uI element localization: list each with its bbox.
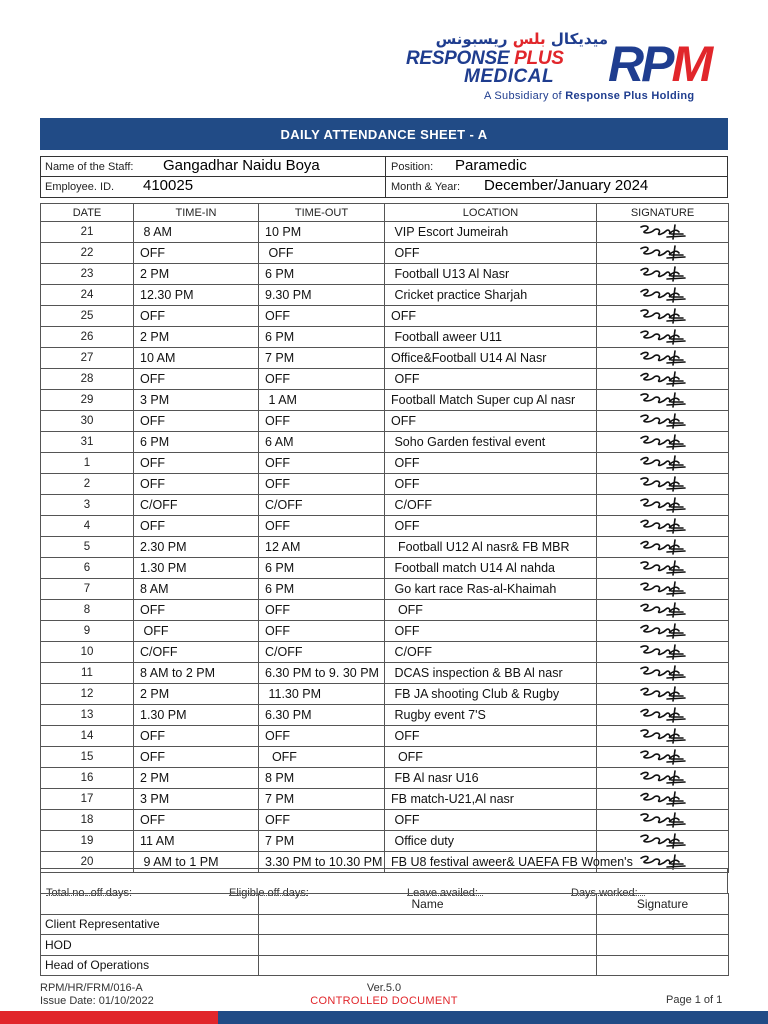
month-year-value: December/January 2024 bbox=[484, 177, 649, 194]
time-in-cell: 3 PM bbox=[134, 789, 259, 810]
signoff-row bbox=[41, 955, 729, 976]
time-in-cell: 9 AM to 1 PM bbox=[134, 852, 259, 873]
time-out-cell: OFF bbox=[259, 411, 385, 432]
date-cell: 31 bbox=[41, 432, 134, 453]
time-in-cell: C/OFF bbox=[134, 495, 259, 516]
handwritten-signature bbox=[633, 663, 693, 683]
header-location: LOCATION bbox=[385, 204, 597, 222]
table-row bbox=[41, 453, 729, 474]
date-cell: 8 bbox=[41, 600, 134, 621]
version-text: Ver.5.0 bbox=[366, 982, 402, 994]
time-out-cell: OFF bbox=[259, 747, 385, 768]
table-row bbox=[41, 411, 729, 432]
signature-cell bbox=[597, 327, 729, 348]
date-cell: 17 bbox=[41, 789, 134, 810]
signature-cell bbox=[597, 663, 729, 684]
time-out-cell: 11.30 PM bbox=[259, 684, 385, 705]
time-in-cell: OFF bbox=[134, 726, 259, 747]
handwritten-signature bbox=[633, 306, 693, 326]
handwritten-signature bbox=[633, 495, 693, 515]
employee-id-value: 410025 bbox=[143, 177, 194, 194]
table-row bbox=[41, 663, 729, 684]
signature-cell bbox=[597, 222, 729, 243]
table-row bbox=[41, 327, 729, 348]
time-in-cell: 1.30 PM bbox=[134, 558, 259, 579]
signature-cell bbox=[597, 474, 729, 495]
time-out-cell: 12 AM bbox=[259, 537, 385, 558]
location-cell: OFF bbox=[385, 621, 597, 642]
client-rep-signature-cell[interactable] bbox=[597, 914, 729, 935]
time-in-cell: 2 PM bbox=[134, 768, 259, 789]
date-cell: 9 bbox=[41, 621, 134, 642]
time-in-cell: OFF bbox=[134, 810, 259, 831]
logo-name-line2: MEDICAL bbox=[464, 66, 555, 87]
table-row bbox=[41, 621, 729, 642]
head-ops-name-cell[interactable] bbox=[259, 955, 597, 976]
handwritten-signature bbox=[633, 810, 693, 830]
table-row bbox=[41, 642, 729, 663]
handwritten-signature bbox=[633, 432, 693, 452]
table-row bbox=[41, 495, 729, 516]
table-row bbox=[41, 747, 729, 768]
location-cell: FB Al nasr U16 bbox=[385, 768, 597, 789]
date-cell: 27 bbox=[41, 348, 134, 369]
location-cell: C/OFF bbox=[385, 495, 597, 516]
location-cell: Go kart race Ras-al-Khaimah bbox=[385, 579, 597, 600]
time-out-cell: 3.30 PM to 10.30 PM bbox=[259, 852, 385, 873]
handwritten-signature bbox=[633, 558, 693, 578]
date-cell: 4 bbox=[41, 516, 134, 537]
signature-cell bbox=[597, 390, 729, 411]
time-in-cell: 2 PM bbox=[134, 264, 259, 285]
table-row bbox=[41, 222, 729, 243]
signature-cell bbox=[597, 453, 729, 474]
handwritten-signature bbox=[633, 537, 693, 557]
hod-signature-cell[interactable] bbox=[597, 935, 729, 956]
time-out-cell: OFF bbox=[259, 600, 385, 621]
date-cell: 12 bbox=[41, 684, 134, 705]
signoff-row bbox=[41, 935, 729, 956]
location-cell: OFF bbox=[385, 243, 597, 264]
time-out-cell: OFF bbox=[259, 243, 385, 264]
signature-cell bbox=[597, 747, 729, 768]
table-row bbox=[41, 600, 729, 621]
date-cell: 3 bbox=[41, 495, 134, 516]
summary-line: Total no. off days: Eligible off days: Leave availed: Days worked: bbox=[40, 868, 728, 894]
header-time-in: TIME-IN bbox=[134, 204, 259, 222]
date-cell: 15 bbox=[41, 747, 134, 768]
signoff-name-header: Name bbox=[259, 894, 597, 915]
time-in-cell: 12.30 PM bbox=[134, 285, 259, 306]
footer-version-info bbox=[0, 982, 768, 1008]
date-cell: 22 bbox=[41, 243, 134, 264]
time-out-cell: OFF bbox=[259, 453, 385, 474]
handwritten-signature bbox=[633, 642, 693, 662]
handwritten-signature bbox=[633, 222, 693, 242]
employee-id-label: Employee. ID. bbox=[45, 181, 115, 193]
time-in-cell: 1.30 PM bbox=[134, 705, 259, 726]
signoff-table bbox=[40, 893, 729, 976]
table-row bbox=[41, 348, 729, 369]
rpm-logo-mark: RPM bbox=[608, 36, 711, 92]
time-out-cell: 6 PM bbox=[259, 579, 385, 600]
time-in-cell: OFF bbox=[134, 600, 259, 621]
handwritten-signature bbox=[633, 285, 693, 305]
time-in-cell: OFF bbox=[134, 516, 259, 537]
location-cell: OFF bbox=[385, 726, 597, 747]
time-in-cell: 8 AM to 2 PM bbox=[134, 663, 259, 684]
table-row bbox=[41, 558, 729, 579]
table-row bbox=[41, 705, 729, 726]
signature-cell bbox=[597, 306, 729, 327]
location-cell: OFF bbox=[385, 810, 597, 831]
table-row bbox=[41, 579, 729, 600]
time-out-cell: 10 PM bbox=[259, 222, 385, 243]
time-in-cell: OFF bbox=[134, 243, 259, 264]
page-number: Page 1 of 1 bbox=[666, 994, 723, 1006]
location-cell: Rugby event 7'S bbox=[385, 705, 597, 726]
handwritten-signature bbox=[633, 726, 693, 746]
location-cell: VIP Escort Jumeirah bbox=[385, 222, 597, 243]
time-out-cell: 6 PM bbox=[259, 327, 385, 348]
handwritten-signature bbox=[633, 453, 693, 473]
time-in-cell: 2.30 PM bbox=[134, 537, 259, 558]
signature-cell bbox=[597, 411, 729, 432]
location-cell: OFF bbox=[385, 474, 597, 495]
location-cell: OFF bbox=[385, 411, 597, 432]
location-cell: DCAS inspection & BB Al nasr bbox=[385, 663, 597, 684]
table-row bbox=[41, 369, 729, 390]
staff-name-label: Name of the Staff: bbox=[45, 161, 134, 173]
handwritten-signature bbox=[633, 474, 693, 494]
signature-cell bbox=[597, 621, 729, 642]
location-cell: Football U13 Al Nasr bbox=[385, 264, 597, 285]
handwritten-signature bbox=[633, 621, 693, 641]
header-time-out: TIME-OUT bbox=[259, 204, 385, 222]
table-row bbox=[41, 390, 729, 411]
time-in-cell: OFF bbox=[134, 369, 259, 390]
signature-cell bbox=[597, 495, 729, 516]
time-in-cell: OFF bbox=[134, 474, 259, 495]
hod-name-cell[interactable] bbox=[259, 935, 597, 956]
month-year-label: Month & Year: bbox=[391, 181, 461, 193]
signature-cell bbox=[597, 558, 729, 579]
company-logo bbox=[400, 26, 730, 106]
location-cell: Football Match Super cup Al nasr bbox=[385, 390, 597, 411]
time-in-cell: 10 AM bbox=[134, 348, 259, 369]
date-cell: 28 bbox=[41, 369, 134, 390]
date-cell: 13 bbox=[41, 705, 134, 726]
date-cell: 18 bbox=[41, 810, 134, 831]
signature-cell bbox=[597, 264, 729, 285]
date-cell: 26 bbox=[41, 327, 134, 348]
time-out-cell: C/OFF bbox=[259, 642, 385, 663]
signature-cell bbox=[597, 789, 729, 810]
location-cell: FB U8 festival aweer& UAEFA FB Women's bbox=[385, 852, 597, 873]
handwritten-signature bbox=[633, 369, 693, 389]
header-date: DATE bbox=[41, 204, 134, 222]
controlled-document-text: CONTROLLED DOCUMENT bbox=[310, 995, 458, 1007]
handwritten-signature bbox=[633, 516, 693, 536]
staff-name-value: Gangadhar Naidu Boya bbox=[163, 157, 320, 174]
info-row-1 bbox=[41, 157, 727, 177]
signature-cell bbox=[597, 684, 729, 705]
handwritten-signature bbox=[633, 579, 693, 599]
location-cell: Office duty bbox=[385, 831, 597, 852]
date-cell: 14 bbox=[41, 726, 134, 747]
handwritten-signature bbox=[633, 705, 693, 725]
location-cell: Football match U14 Al nahda bbox=[385, 558, 597, 579]
handwritten-signature bbox=[633, 747, 693, 767]
signature-cell bbox=[597, 537, 729, 558]
signature-cell bbox=[597, 705, 729, 726]
handwritten-signature bbox=[633, 243, 693, 263]
date-cell: 30 bbox=[41, 411, 134, 432]
location-cell: C/OFF bbox=[385, 642, 597, 663]
signature-cell bbox=[597, 810, 729, 831]
info-row-2 bbox=[41, 177, 727, 197]
signature-cell bbox=[597, 600, 729, 621]
time-out-cell: 6.30 PM to 9. 30 PM bbox=[259, 663, 385, 684]
signature-cell bbox=[597, 579, 729, 600]
time-in-cell: 3 PM bbox=[134, 390, 259, 411]
signature-cell bbox=[597, 432, 729, 453]
table-row bbox=[41, 684, 729, 705]
table-row bbox=[41, 285, 729, 306]
time-in-cell: 8 AM bbox=[134, 222, 259, 243]
info-divider bbox=[385, 157, 386, 197]
location-cell: FB match-U21,Al nasr bbox=[385, 789, 597, 810]
handwritten-signature bbox=[633, 411, 693, 431]
position-value: Paramedic bbox=[455, 157, 527, 174]
date-cell: 2 bbox=[41, 474, 134, 495]
handwritten-signature bbox=[633, 600, 693, 620]
location-cell: FB JA shooting Club & Rugby bbox=[385, 684, 597, 705]
attendance-table bbox=[40, 203, 729, 873]
location-cell: OFF bbox=[385, 306, 597, 327]
location-cell: Office&Football U14 Al Nasr bbox=[385, 348, 597, 369]
location-cell: Cricket practice Sharjah bbox=[385, 285, 597, 306]
table-row bbox=[41, 264, 729, 285]
date-cell: 21 bbox=[41, 222, 134, 243]
head-ops-signature-cell[interactable] bbox=[597, 955, 729, 976]
date-cell: 19 bbox=[41, 831, 134, 852]
time-out-cell: C/OFF bbox=[259, 495, 385, 516]
header-signature: SIGNATURE bbox=[597, 204, 729, 222]
time-out-cell: OFF bbox=[259, 516, 385, 537]
table-row bbox=[41, 474, 729, 495]
date-cell: 25 bbox=[41, 306, 134, 327]
time-out-cell: OFF bbox=[259, 726, 385, 747]
location-cell: Soho Garden festival event bbox=[385, 432, 597, 453]
time-in-cell: OFF bbox=[134, 306, 259, 327]
table-row bbox=[41, 306, 729, 327]
signature-cell bbox=[597, 642, 729, 663]
location-cell: Football aweer U11 bbox=[385, 327, 597, 348]
date-cell: 16 bbox=[41, 768, 134, 789]
date-cell: 11 bbox=[41, 663, 134, 684]
time-out-cell: 8 PM bbox=[259, 768, 385, 789]
signature-cell bbox=[597, 831, 729, 852]
handwritten-signature bbox=[633, 831, 693, 851]
table-row bbox=[41, 537, 729, 558]
time-out-cell: OFF bbox=[259, 810, 385, 831]
signature-cell bbox=[597, 768, 729, 789]
date-cell: 6 bbox=[41, 558, 134, 579]
location-cell: Football U12 Al nasr& FB MBR bbox=[385, 537, 597, 558]
signoff-row bbox=[41, 914, 729, 935]
location-cell: OFF bbox=[385, 369, 597, 390]
time-out-cell: 7 PM bbox=[259, 348, 385, 369]
time-in-cell: OFF bbox=[134, 621, 259, 642]
signature-cell bbox=[597, 285, 729, 306]
table-header-row bbox=[41, 204, 729, 222]
signoff-signature-header: Signature bbox=[597, 894, 729, 915]
handwritten-signature bbox=[633, 768, 693, 788]
table-row bbox=[41, 243, 729, 264]
role-head-of-operations: Head of Operations bbox=[41, 955, 259, 976]
footer-color-stripe bbox=[0, 1011, 768, 1024]
time-in-cell: 11 AM bbox=[134, 831, 259, 852]
date-cell: 5 bbox=[41, 537, 134, 558]
time-in-cell: OFF bbox=[134, 411, 259, 432]
time-out-cell: OFF bbox=[259, 369, 385, 390]
role-hod: HOD bbox=[41, 935, 259, 956]
signature-cell bbox=[597, 348, 729, 369]
time-in-cell: OFF bbox=[134, 747, 259, 768]
table-row bbox=[41, 810, 729, 831]
date-cell: 29 bbox=[41, 390, 134, 411]
handwritten-signature bbox=[633, 327, 693, 347]
location-cell: OFF bbox=[385, 747, 597, 768]
date-cell: 23 bbox=[41, 264, 134, 285]
time-in-cell: 8 AM bbox=[134, 579, 259, 600]
handwritten-signature bbox=[633, 348, 693, 368]
date-cell: 10 bbox=[41, 642, 134, 663]
signature-cell bbox=[597, 516, 729, 537]
form-code: RPM/HR/FRM/016-A bbox=[40, 982, 143, 994]
handwritten-signature bbox=[633, 264, 693, 284]
logo-subsidiary-line: A Subsidiary of Response Plus Holding bbox=[484, 90, 695, 102]
position-label: Position: bbox=[391, 161, 434, 173]
time-out-cell: 1 AM bbox=[259, 390, 385, 411]
sheet-title: DAILY ATTENDANCE SHEET - A bbox=[40, 118, 728, 150]
time-out-cell: 6 PM bbox=[259, 558, 385, 579]
location-cell: OFF bbox=[385, 453, 597, 474]
time-in-cell: OFF bbox=[134, 453, 259, 474]
date-cell: 20 bbox=[41, 852, 134, 873]
logo-arabic-text: ميديكال بلس ريسبونس bbox=[435, 30, 608, 48]
time-out-cell: OFF bbox=[259, 621, 385, 642]
client-rep-name-cell[interactable] bbox=[259, 914, 597, 935]
table-row bbox=[41, 789, 729, 810]
location-cell: OFF bbox=[385, 600, 597, 621]
time-in-cell: 6 PM bbox=[134, 432, 259, 453]
role-client-representative: Client Representative bbox=[41, 914, 259, 935]
time-in-cell: 2 PM bbox=[134, 327, 259, 348]
time-out-cell: 6 AM bbox=[259, 432, 385, 453]
time-out-cell: 7 PM bbox=[259, 831, 385, 852]
signoff-header-row bbox=[41, 894, 729, 915]
time-out-cell: 9.30 PM bbox=[259, 285, 385, 306]
table-row bbox=[41, 516, 729, 537]
table-row bbox=[41, 726, 729, 747]
date-cell: 1 bbox=[41, 453, 134, 474]
location-cell: OFF bbox=[385, 516, 597, 537]
staff-info-box bbox=[40, 156, 728, 198]
time-in-cell: 2 PM bbox=[134, 684, 259, 705]
signature-cell bbox=[597, 243, 729, 264]
time-out-cell: OFF bbox=[259, 306, 385, 327]
time-in-cell: C/OFF bbox=[134, 642, 259, 663]
time-out-cell: 6.30 PM bbox=[259, 705, 385, 726]
signature-cell bbox=[597, 726, 729, 747]
time-out-cell: 7 PM bbox=[259, 789, 385, 810]
time-out-cell: OFF bbox=[259, 474, 385, 495]
issue-date: Issue Date: 01/10/2022 bbox=[40, 995, 154, 1007]
date-cell: 24 bbox=[41, 285, 134, 306]
date-cell: 7 bbox=[41, 579, 134, 600]
table-row bbox=[41, 432, 729, 453]
table-row bbox=[41, 831, 729, 852]
handwritten-signature bbox=[633, 390, 693, 410]
handwritten-signature bbox=[633, 684, 693, 704]
signature-cell bbox=[597, 369, 729, 390]
time-out-cell: 6 PM bbox=[259, 264, 385, 285]
table-row bbox=[41, 768, 729, 789]
logo-name-line1: RESPONSE PLUS bbox=[406, 48, 564, 69]
handwritten-signature bbox=[633, 789, 693, 809]
